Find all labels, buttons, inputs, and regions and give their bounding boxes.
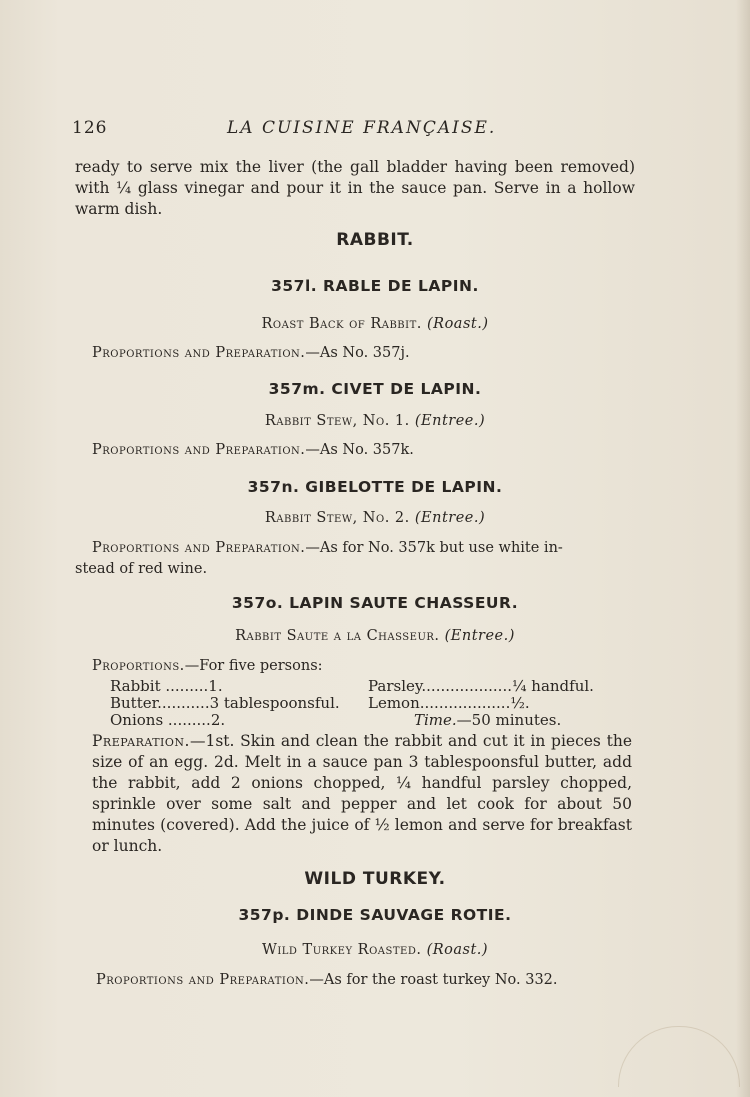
intro-paragraph: ready to serve mix the liver (the gall bladder having been removed) with ¼ glass vinegar and pour it in the sauce pan. Serve in a hollow warm dish.	[75, 158, 635, 218]
ingredient-butter: Butter...........3 tablespoonsful.	[110, 694, 340, 712]
running-header	[72, 118, 632, 144]
proportions-line: Proportions.—For five persons:	[92, 658, 323, 674]
recipe-title-357m: 357m. CIVET DE LAPIN.	[268, 380, 482, 398]
recipe-subtitle-357m: Rabbit Stew, No. 1. (Entree.)	[264, 413, 486, 429]
ingredient-rabbit: Rabbit .........1.	[110, 677, 223, 695]
recipe-body-357n: Proportions and Preparation.—As for No. 357k but use white in-	[92, 540, 563, 556]
running-title: LA CUISINE FRANÇAISE.	[227, 118, 497, 138]
recipe-body-357m: Proportions and Preparation.—As No. 357k.	[92, 442, 414, 458]
recipe-body-357n-cont: stead of red wine.	[75, 561, 208, 577]
page-number: 126	[72, 118, 108, 138]
page-stain	[618, 1026, 740, 1087]
recipe-subtitle-357n: Rabbit Stew, No. 2. (Entree.)	[264, 510, 486, 526]
preparation-paragraph: Preparation.—1st. Skin and clean the rabbit and cut it in pieces the size of an egg. 2d. Melt in a sauce pan 3 tablespoonsful butter, add the rabbit, add 2 onions chopped, ¼ handful parsley chopped, sprinkle over some salt and pepper and let cook for about 50 minutes (covered). Add the juice of ½ lemon and serve for breakfast or lunch.	[92, 732, 632, 855]
recipe-title-357p: 357p. DINDE SAUVAGE ROTIE.	[238, 906, 512, 924]
section-heading-rabbit: RABBIT.	[336, 230, 414, 250]
recipe-title-357o: 357o. LAPIN SAUTE CHASSEUR.	[231, 594, 519, 612]
cooking-time: Time.—50 minutes.	[414, 711, 562, 729]
recipe-subtitle-357o: Rabbit Saute a la Chasseur. (Entree.)	[235, 628, 515, 644]
recipe-subtitle-357p: Wild Turkey Roasted. (Roast.)	[261, 942, 489, 958]
recipe-title-357n: 357n. GIBELOTTE DE LAPIN.	[247, 478, 503, 496]
page-edge-shadow	[736, 0, 750, 1097]
recipe-title-357l: 357l. RABLE DE LAPIN.	[271, 277, 479, 295]
ingredient-onions: Onions .........2.	[110, 711, 226, 729]
ingredient-parsley: Parsley...................¼ handful.	[368, 677, 594, 695]
section-heading-wild-turkey: WILD TURKEY.	[304, 869, 446, 889]
recipe-body-357p: Proportions and Preparation.—As for the roast turkey No. 332.	[96, 972, 558, 988]
ingredient-lemon: Lemon...................½.	[368, 694, 530, 712]
recipe-body-357l: Proportions and Preparation.—As No. 357j.	[92, 345, 410, 361]
recipe-subtitle-357l: Roast Back of Rabbit. (Roast.)	[261, 316, 489, 332]
